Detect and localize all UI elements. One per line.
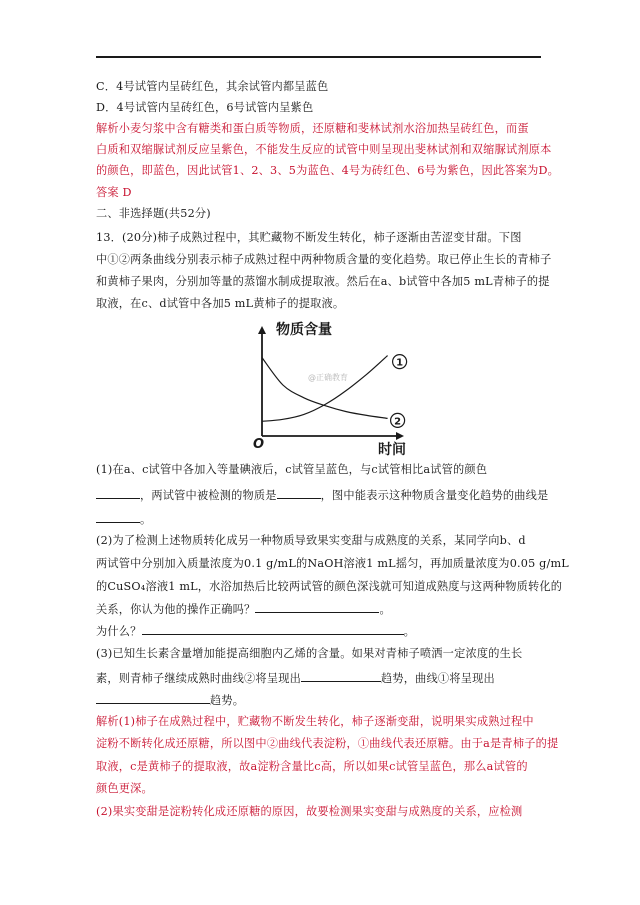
sub-question-1-line-2: ，两试管中被检测的物质是 ，图中能表示这种物质含量变化趋势的曲线是 <box>96 487 546 503</box>
chart-svg <box>250 318 420 458</box>
question-13-line-2: 中①②两条曲线分别表示柿子成熟过程中两种物质含量的变化趋势。取已停止生长的青柿子 <box>96 253 552 266</box>
answer-blank[interactable] <box>96 692 210 704</box>
question-13-line-1: 13．(20分)柿子成熟过程中，其贮藏物不断发生转化，柿子逐渐由苦涩变甘甜。下图 <box>96 231 522 244</box>
analysis-line-3: 的颜色，即蓝色，因此试管1、2、3、5为蓝色、4号为砖红色、6号为紫色，因此答案为D。 <box>96 164 560 177</box>
analysis-line-1: 解析小麦匀浆中含有糖类和蛋白质等物质，还原糖和斐林试剂水浴加热呈砖红色，而蛋 <box>96 122 529 135</box>
answer-text: 答案 D <box>96 186 132 199</box>
series-2-line <box>262 358 388 419</box>
sub-question-2-line-4: 关系，你认为他的操作正确吗？ 。 <box>96 603 391 616</box>
analysis2-line-2: 淀粉不断转化成还原糖，所以图中②曲线代表淀粉，①曲线代表还原糖。由于a是青柿子的提 <box>96 737 559 750</box>
option-d: D．4号试管内呈砖红色，6号试管内呈紫色 <box>96 101 314 114</box>
svg-text:2: 2 <box>394 416 402 428</box>
answer-blank[interactable] <box>142 623 404 635</box>
question-13-line-4: 取液，在c、d试管中各加5 mL黄柿子的提取液。 <box>96 297 345 310</box>
answer-blank[interactable] <box>96 511 140 523</box>
analysis2-line-3: 取液，c是黄柿子的提取液，故a淀粉含量比c高，所以如果c试管呈蓝色，那么a试管的 <box>96 760 528 773</box>
answer-blank[interactable] <box>96 487 140 499</box>
option-c: C．4号试管内呈砖红色，其余试管内都呈蓝色 <box>96 80 329 93</box>
y-axis-label: 物质含量 <box>276 322 332 338</box>
answer-blank[interactable] <box>277 487 321 499</box>
why-line: 为什么？ 。 <box>96 625 415 638</box>
sub-question-2-line-1: (2)为了检测上述物质转化成另一种物质导致果实变甜与成熟度的关系，某同学向b、d <box>96 534 526 547</box>
x-axis-label: 时间 <box>378 442 406 458</box>
sub-question-3-line-3: 趋势。 <box>96 692 546 708</box>
question-13-line-3: 和黄柿子果肉，分别加等量的蒸馏水制成提取液。然后在a、b试管中各加5 mL青柿子的提 <box>96 275 550 288</box>
sub-question-3-line-1: (3)已知生长素含量增加能提高细胞内乙烯的含量。如果对青柿子喷洒一定浓度的生长 <box>96 647 523 660</box>
sub-question-2-line-3: 的CuSO₄溶液1 mL，水浴加热后比较两试管的颜色深浅就可知道成熟度与这两种物质转化的 <box>96 580 563 593</box>
answer-blank[interactable] <box>301 670 381 682</box>
top-rule <box>96 56 541 58</box>
svg-text:1: 1 <box>396 357 404 369</box>
series-1-line <box>262 356 388 422</box>
origin-label: O <box>253 437 265 452</box>
content-chart <box>250 318 420 458</box>
analysis-label: 解析 <box>96 122 119 135</box>
sub-question-2-line-2: 两试管中分别加入质量浓度为0.1 g/mL的NaOH溶液1 mL摇匀，再加质量浓度为0.05 g/mL <box>96 557 569 570</box>
analysis-line-2: 白质和双缩脲试剂反应呈紫色，不能发生反应的试管中则呈现出斐林试剂和双缩脲试剂原本 <box>96 143 552 156</box>
sub-question-1-line-3: 。 <box>96 511 546 527</box>
watermark-text: @正确教育 <box>308 373 348 382</box>
analysis2-label: 解析 <box>96 715 119 728</box>
sub-question-3-line-2: 素，则青柿子继续成熟时曲线②将呈现出 趋势，曲线①将呈现出 <box>96 672 495 685</box>
analysis2-line-5: (2)果实变甜是淀粉转化成还原糖的原因，故要检测果实变甜与成熟度的关系，应检测 <box>96 805 523 818</box>
analysis2-line-4: 颜色更深。 <box>96 782 153 795</box>
sub-question-1-line-1: (1)在a、c试管中各加入等量碘液后，c试管呈蓝色，与c试管相比a试管的颜色 <box>96 463 488 476</box>
analysis2-line-1: 解析(1)柿子在成熟过程中，贮藏物不断发生转化，柿子逐渐变甜，说明果实成熟过程中 <box>96 715 534 728</box>
section-title: 二、非选择题(共52分) <box>96 207 211 220</box>
series-2-label <box>391 413 405 427</box>
answer-blank[interactable] <box>255 601 379 613</box>
series-1-label <box>393 355 407 369</box>
